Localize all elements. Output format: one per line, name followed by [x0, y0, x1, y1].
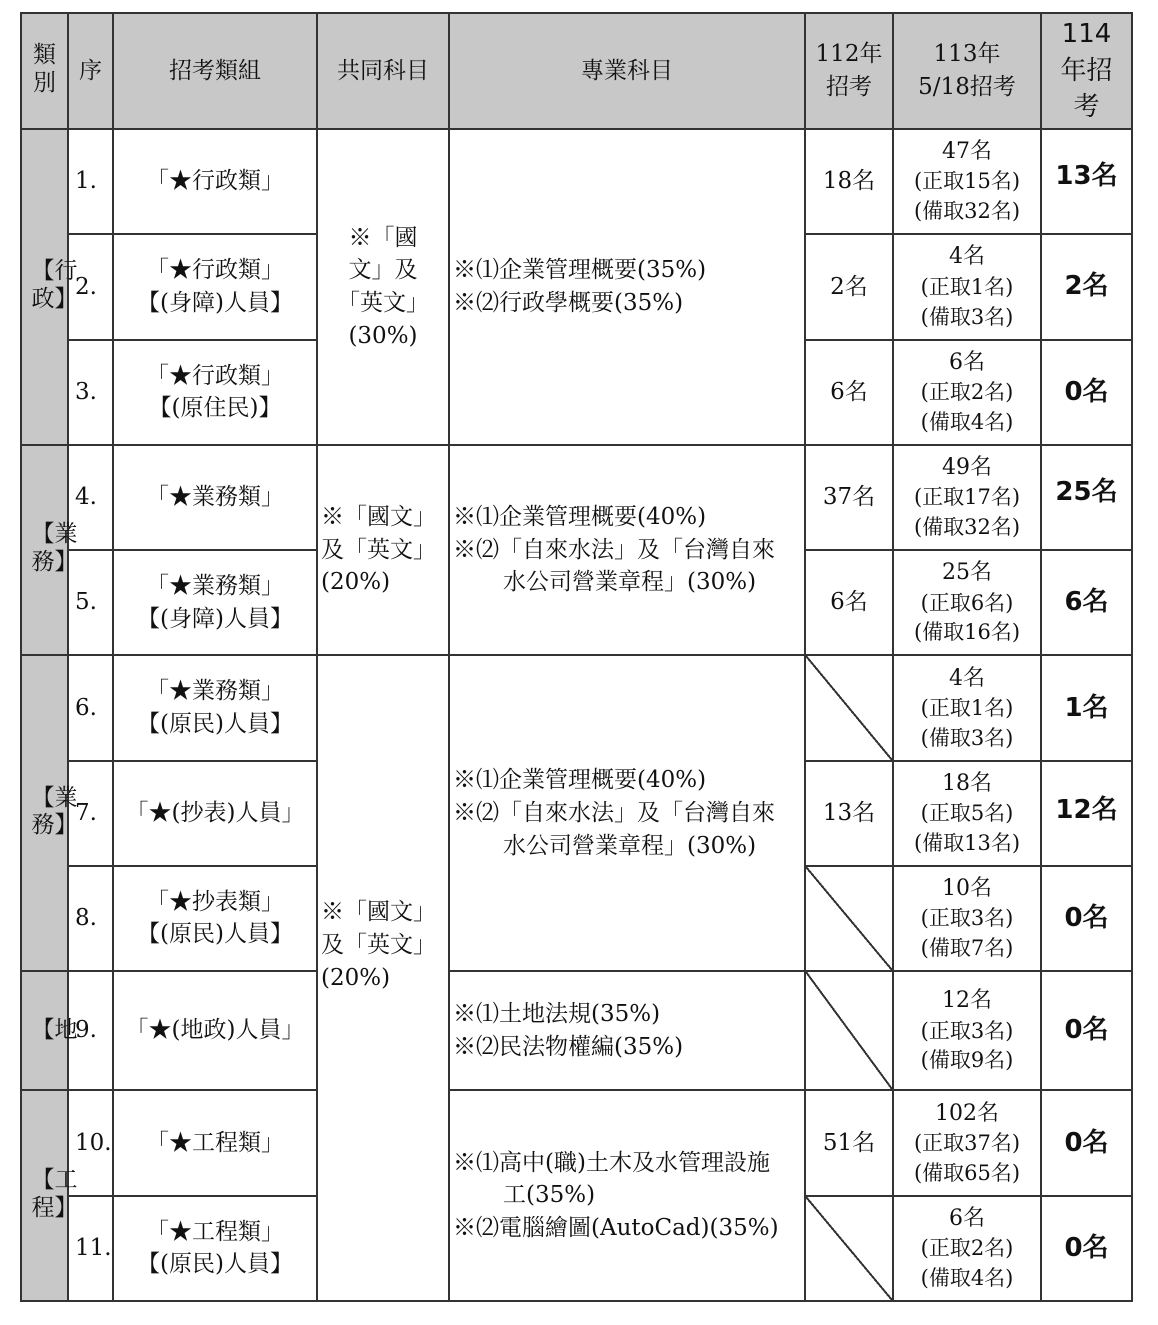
group-line: 「★(地政)人員」	[125, 1017, 305, 1044]
professional-line: ※⑵電腦繪圖(AutoCad)(35%)	[453, 1215, 779, 1242]
table-row	[21, 655, 1132, 760]
table-row	[21, 129, 1132, 234]
y113-cell	[893, 761, 1041, 866]
y113-main: (正取15名)	[913, 169, 1021, 194]
recruitment-table	[20, 12, 1133, 1302]
seq-cell: 6.	[68, 655, 113, 760]
common-subjects-cell: ※「國文」及「英文」(20%)	[317, 445, 449, 656]
group-line: 「★行政類」	[146, 257, 284, 284]
y113-cell	[893, 445, 1041, 550]
header-y114: 114年招考	[1041, 13, 1132, 129]
group-line: 「★(抄表)人員」	[125, 799, 305, 826]
y112-empty-cell	[805, 866, 893, 971]
category-land	[21, 971, 78, 1090]
group-line: 「★業務類」	[146, 484, 284, 511]
y112-cell: 37名	[805, 445, 893, 550]
y112-cell: 51名	[805, 1090, 893, 1195]
table-row	[21, 971, 1132, 1090]
y113-cell	[893, 1196, 1041, 1301]
y113-total: 49名	[942, 455, 992, 480]
y114-cell: 2名	[1041, 234, 1132, 339]
y113-total: 12名	[942, 988, 992, 1014]
y113-main: (正取5名)	[920, 801, 1014, 826]
category-label: 【業務】	[31, 784, 78, 839]
y112-empty-cell	[805, 1196, 893, 1301]
y113-total: 4名	[949, 244, 985, 270]
y113-cell	[893, 234, 1041, 339]
seq-cell: 7.	[68, 761, 113, 866]
y113-total: 47名	[942, 139, 992, 165]
header-professional: 專業科目	[449, 13, 805, 129]
professional-line: 工(35%)	[503, 1182, 596, 1209]
y113-total: 102名	[935, 1100, 999, 1126]
category-label: 【行政】	[31, 258, 78, 312]
category-engineering	[21, 1090, 78, 1301]
seq-cell: 10.	[68, 1090, 113, 1195]
group-cell	[113, 1196, 317, 1301]
group-line: 【(原民)人員】	[137, 921, 293, 948]
y113-backup: (備取7名)	[920, 936, 1014, 961]
seq-cell: 9.	[68, 971, 113, 1090]
group-cell	[113, 761, 317, 866]
professional-line: ※⑵民法物權編(35%)	[453, 1033, 684, 1060]
table-row	[21, 1090, 1132, 1195]
seq-cell: 8.	[68, 866, 113, 971]
group-line: 「★工程類」	[146, 1218, 284, 1245]
y114-cell: 1名	[1041, 655, 1132, 760]
professional-line: ※⑴企業管理概要(40%)	[453, 504, 707, 531]
y113-cell	[893, 1090, 1041, 1195]
y112-empty-cell	[805, 655, 893, 760]
y113-main: (正取1名)	[920, 274, 1014, 299]
group-line: 【(原住民)】	[148, 395, 282, 422]
common-subjects-cell: ※「國文」及「英文」(20%)	[317, 655, 449, 1301]
y113-total: 25名	[942, 560, 992, 586]
y113-backup: (備取4名)	[920, 409, 1014, 434]
table-row	[21, 445, 1132, 550]
header-row	[21, 13, 1132, 129]
y113-cell	[893, 550, 1041, 655]
y113-backup: (備取9名)	[920, 1048, 1014, 1073]
y113-total: 6名	[949, 349, 985, 375]
category-label: 【業務】	[31, 521, 78, 576]
y113-main: (正取2名)	[920, 379, 1014, 404]
y113-main: (正取3名)	[920, 1018, 1014, 1043]
y113-cell	[893, 866, 1041, 971]
y112-cell: 18名	[805, 129, 893, 234]
y112-empty-cell	[805, 971, 893, 1090]
professional-subjects-cell	[449, 1090, 805, 1301]
y114-cell: 0名	[1041, 866, 1132, 971]
professional-line: ※⑴企業管理概要(35%)	[453, 257, 707, 284]
y113-backup: (備取32名)	[913, 199, 1021, 224]
professional-subjects-cell	[449, 129, 805, 445]
group-line: 「★業務類」	[146, 573, 284, 600]
group-line: 【(身障)人員】	[137, 289, 293, 316]
header-common: 共同科目	[317, 13, 449, 129]
y113-total: 10名	[942, 876, 992, 902]
professional-line: ※⑴土地法規(35%)	[453, 1001, 661, 1028]
seq-cell: 11.	[68, 1196, 113, 1301]
y113-backup: (備取13名)	[913, 830, 1021, 855]
header-group: 招考類組	[113, 13, 317, 129]
group-cell	[113, 340, 317, 445]
group-line: 【(原民)人員】	[137, 1251, 293, 1278]
seq-cell: 4.	[68, 445, 113, 550]
professional-line: 水公司營業章程」(30%)	[503, 569, 757, 596]
y114-cell: 0名	[1041, 1090, 1132, 1195]
y113-main: (正取6名)	[920, 590, 1014, 615]
professional-line: 水公司營業章程」(30%)	[503, 832, 757, 859]
professional-subjects-cell	[449, 445, 805, 656]
y114-cell: 6名	[1041, 550, 1132, 655]
group-line: 【(原民)人員】	[137, 710, 293, 737]
seq-cell: 1.	[68, 129, 113, 234]
group-line: 「★業務類」	[146, 678, 284, 705]
y113-cell	[893, 129, 1041, 234]
y113-backup: (備取16名)	[913, 620, 1021, 645]
y112-cell: 2名	[805, 234, 893, 339]
professional-line: ※⑵「自來水法」及「台灣自來	[453, 799, 775, 826]
professional-subjects-cell	[449, 655, 805, 971]
header-y113: 113年5/18招考	[893, 13, 1041, 129]
y113-backup: (備取3名)	[920, 304, 1014, 329]
group-cell	[113, 971, 317, 1090]
group-cell	[113, 866, 317, 971]
group-line: 「★抄表類」	[146, 888, 284, 915]
group-cell	[113, 445, 317, 550]
professional-line: ※⑴高中(職)土木及水管理設施	[453, 1149, 770, 1176]
common-subjects-cell: ※「國文」及「英文」(30%)	[317, 129, 449, 445]
y113-cell	[893, 655, 1041, 760]
group-cell	[113, 129, 317, 234]
y113-cell	[893, 340, 1041, 445]
y114-cell: 0名	[1041, 1196, 1132, 1301]
seq-cell: 5.	[68, 550, 113, 655]
y113-backup: (備取3名)	[920, 725, 1014, 750]
group-cell	[113, 655, 317, 760]
y114-cell: 0名	[1041, 340, 1132, 445]
y114-cell: 25名	[1041, 445, 1132, 550]
group-line: 「★行政類」	[146, 168, 284, 195]
header-y112: 112年招考	[805, 13, 893, 129]
group-line: 【(身障)人員】	[137, 605, 293, 632]
y113-total: 6名	[949, 1205, 985, 1231]
professional-subjects-cell	[449, 971, 805, 1090]
category-label: 【地	[31, 1017, 78, 1044]
y113-cell	[893, 971, 1041, 1090]
y114-cell: 12名	[1041, 761, 1132, 866]
header-category: 類別	[21, 13, 68, 129]
category-business-meter	[21, 655, 78, 971]
category-admin	[21, 129, 78, 445]
y113-backup: (備取65名)	[913, 1160, 1021, 1185]
y112-cell: 13名	[805, 761, 893, 866]
y112-cell: 6名	[805, 550, 893, 655]
y113-backup: (備取4名)	[920, 1265, 1014, 1290]
professional-line: ※⑵行政學概要(35%)	[453, 289, 684, 316]
y112-cell: 6名	[805, 340, 893, 445]
y113-main: (正取17名)	[913, 485, 1021, 510]
y113-backup: (備取32名)	[913, 515, 1021, 540]
group-line: 「★工程類」	[146, 1129, 284, 1156]
y113-total: 4名	[949, 665, 985, 691]
category-label: 【工程】	[31, 1167, 78, 1221]
y113-main: (正取1名)	[920, 695, 1014, 720]
professional-line: ※⑵「自來水法」及「台灣自來	[453, 536, 775, 563]
y113-main: (正取37名)	[913, 1130, 1021, 1155]
group-cell	[113, 234, 317, 339]
seq-cell: 3.	[68, 340, 113, 445]
y114-cell: 0名	[1041, 971, 1132, 1090]
group-cell	[113, 1090, 317, 1195]
group-cell	[113, 550, 317, 655]
professional-line: ※⑴企業管理概要(40%)	[453, 767, 707, 794]
y113-main: (正取2名)	[920, 1236, 1014, 1261]
y113-main: (正取3名)	[920, 906, 1014, 931]
category-business	[21, 445, 78, 656]
y113-total: 18名	[942, 770, 992, 796]
y114-cell: 13名	[1041, 129, 1132, 234]
header-seq: 序	[68, 13, 113, 129]
group-line: 「★行政類」	[146, 362, 284, 389]
seq-cell: 2.	[68, 234, 113, 339]
